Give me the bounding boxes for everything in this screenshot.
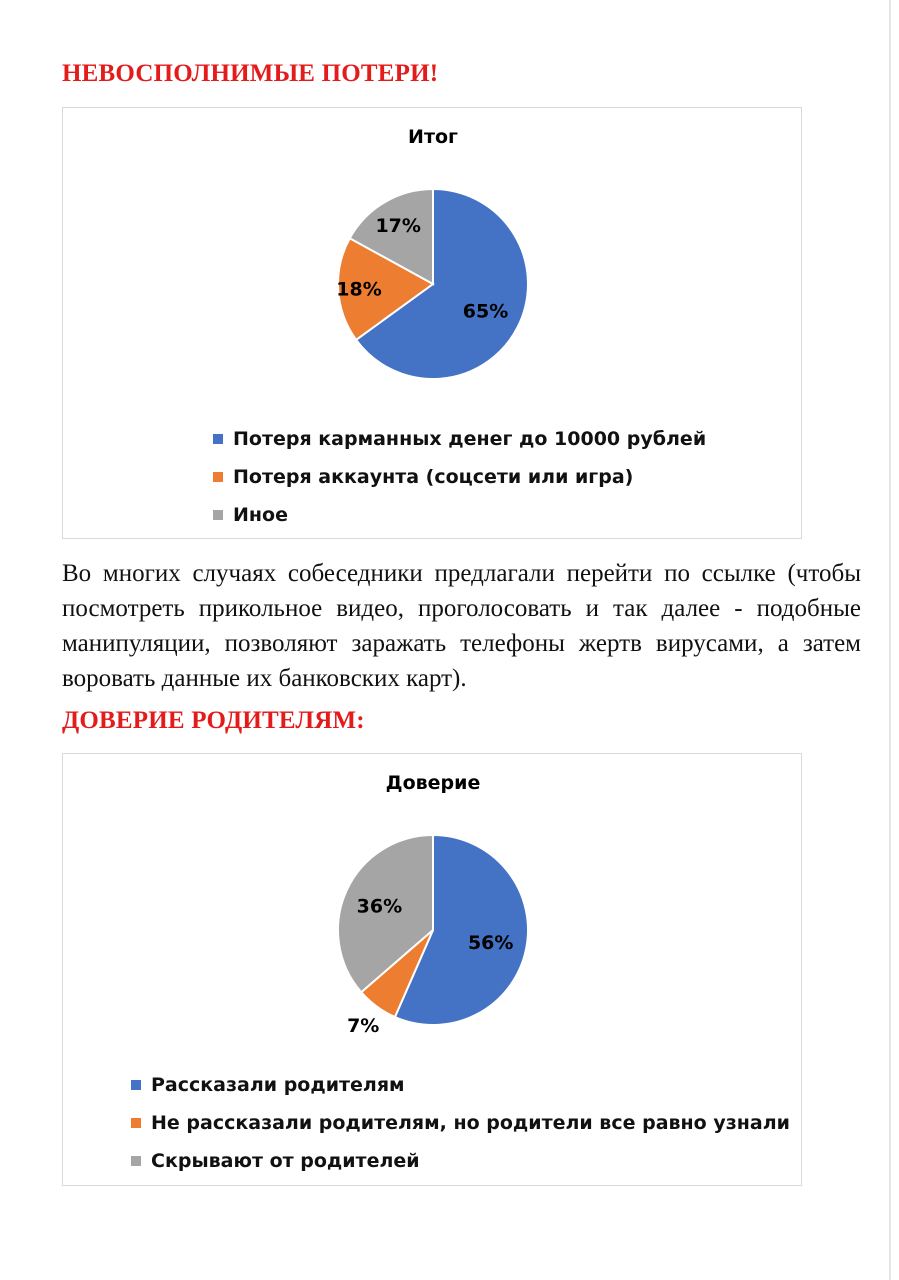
legend-swatch	[213, 510, 223, 520]
chart-legend-itog	[213, 420, 706, 534]
legend-item	[131, 1104, 790, 1142]
chart-itog	[62, 107, 802, 539]
legend-swatch	[131, 1156, 141, 1166]
data-label: 36%	[356, 895, 403, 918]
legend-swatch	[131, 1080, 141, 1090]
chart-title: Итог	[408, 126, 458, 148]
data-label: 65%	[462, 300, 509, 323]
legend-label: Потеря карманных денег до 10000 рублей	[233, 428, 707, 450]
legend-item	[213, 458, 706, 496]
legend-label: Рассказали родителям	[151, 1074, 405, 1096]
legend-item	[213, 420, 706, 458]
body-paragraph: Во многих случаях собеседники предлагали перейти по ссылке (чтобы посмотреть прикольное видео, проголосовать и так далее - подобные манипуляции, позволяют заражать телефоны жертв вирусами, а затем воровать данные их банковских карт).	[62, 560, 861, 692]
legend-item	[131, 1066, 790, 1104]
data-label: 18%	[336, 278, 382, 301]
legend-label: Не рассказали родителям, но родители все равно узнали	[151, 1112, 790, 1134]
page-edge	[889, 0, 891, 1280]
chart-title: Доверие	[385, 772, 481, 794]
legend-item	[131, 1142, 790, 1180]
legend-label: Потеря аккаунта (соцсети или игра)	[233, 466, 634, 488]
legend-swatch	[213, 472, 223, 482]
data-label: 7%	[347, 1014, 380, 1037]
section-heading-losses: НЕВОСПОЛНИМЫЕ ПОТЕРИ!	[62, 60, 439, 87]
chart-doverie	[62, 753, 802, 1186]
data-label: 17%	[375, 215, 421, 238]
pie-chart-doverie	[63, 754, 803, 1054]
legend-label: Иное	[233, 504, 288, 526]
legend-label: Скрывают от родителей	[151, 1150, 420, 1172]
legend-swatch	[131, 1118, 141, 1128]
chart-legend-doverie	[131, 1066, 790, 1180]
pie-chart-itog	[63, 108, 803, 408]
data-label: 56%	[467, 932, 514, 955]
legend-item	[213, 496, 706, 534]
section-heading-trust: ДОВЕРИЕ РОДИТЕЛЯМ:	[62, 707, 365, 734]
legend-swatch	[213, 434, 223, 444]
